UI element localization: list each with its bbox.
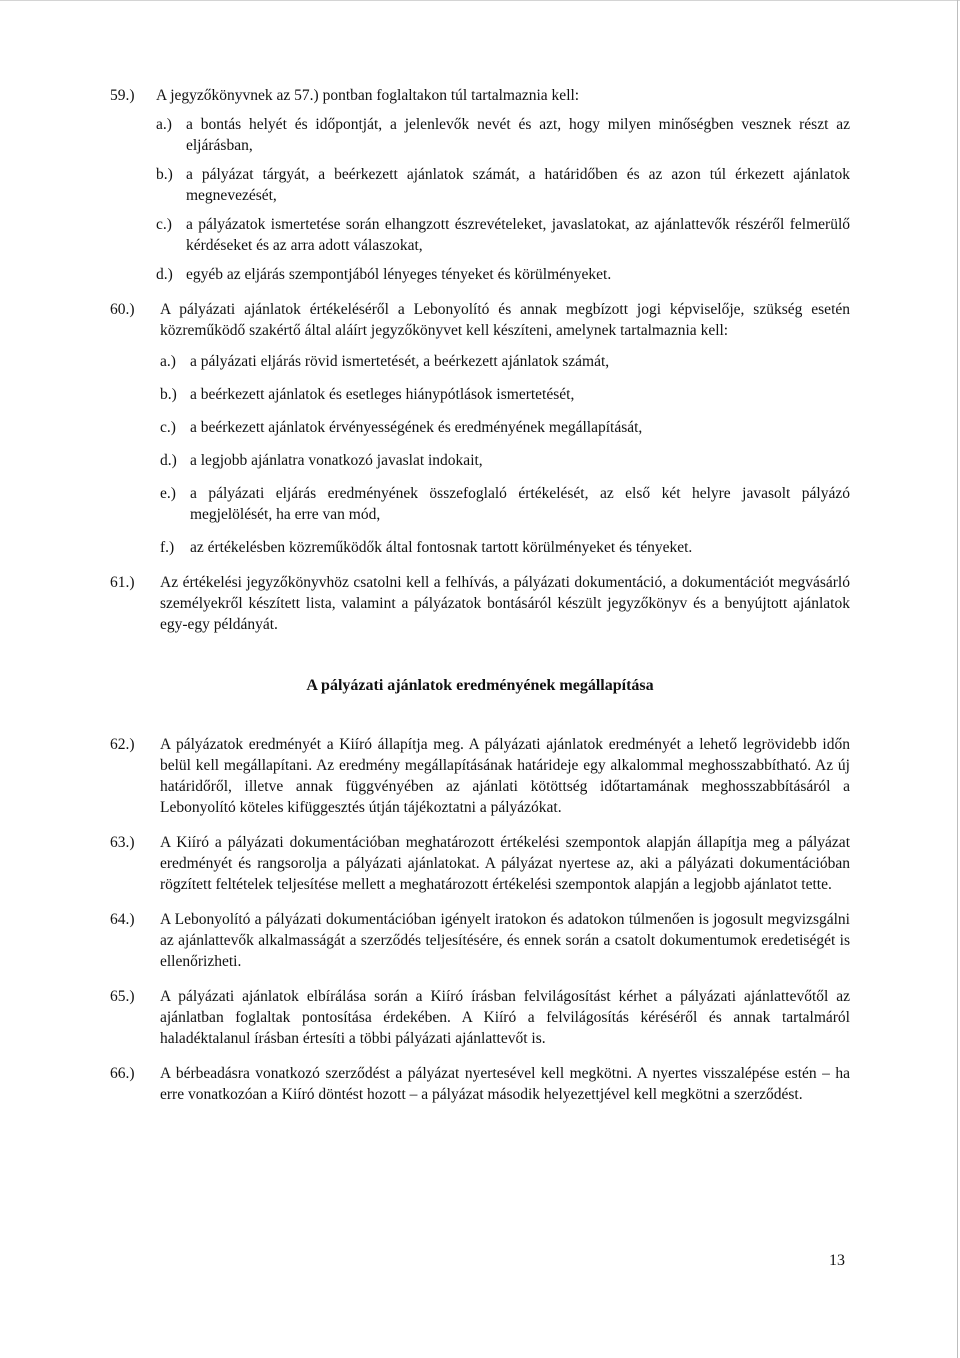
sub-item-text: a legjobb ajánlatra vonatkozó javaslat indokait, [190, 452, 483, 469]
paragraph-number: 66.) [110, 1065, 135, 1082]
sub-item-letter: e.) [160, 485, 176, 502]
paragraph-60 [110, 299, 850, 558]
paragraph-text: A pályázatok eredményét a Kiíró állapítja meg. A pályázati ajánlatok eredményét a lehető legrövidebb időn belül kell megállapítani. Az eredmény megállapításának határideje egy alkalommal meghosszabbítható. Az új határidőről, illetve annak függvényében az ajánlati kötöttség időtartamának meghosszabbításáról a Lebonyolító köteles kifüggesztés útján tájékoztatni a pályázókat. [160, 736, 850, 816]
paragraph-number: 64.) [110, 911, 135, 928]
sub-item-letter: a.) [156, 116, 172, 133]
paragraph-64 [110, 909, 850, 972]
paragraph-text: A Kiíró a pályázati dokumentációban meghatározott értékelési szempontok alapján állapítja meg a pályázat eredményét és rangsorolja a pályázati ajánlatokat. A pályázat nyertese az, aki a pályázati dokumentációban rögzített feltételek teljesítése mellett a meghatározott értékelési szempontok alapján a legjobb ajánlatot tette. [160, 834, 850, 893]
paragraph-text: A Lebonyolító a pályázati dokumentációban igényelt iratokon és adatokon túlmenően is jogosult megvizsgálni az ajánlattevők alkalmasságát a szerződés teljesítésére, és ennek során a csatolt dokumentumok eredetiségét is ellenőrizheti. [160, 911, 850, 970]
paragraph-text: Az értékelési jegyzőkönyvhöz csatolni kell a felhívás, a pályázati dokumentáció, a dokumentációt megvásárló személyekről készített lista, valamint a pályázatok bontásáról készült jegyzőkönyv és a benyújtott ajánlatok egy-egy példányát. [160, 574, 850, 633]
sub-item-text: a pályázati eljárás rövid ismertetését, a beérkezett ajánlatok számát, [190, 353, 610, 370]
sub-item [156, 214, 850, 256]
sub-item-text: egyéb az eljárás szempontjából lényeges tényeket és körülményeket. [186, 266, 612, 283]
sub-item-text: a beérkezett ajánlatok és esetleges hiánypótlások ismertetését, [190, 386, 575, 403]
sub-item-letter: d.) [156, 266, 173, 283]
paragraph-number: 63.) [110, 834, 135, 851]
sub-item-text: az értékelésben közreműködők által fontosnak tartott körülményeket és tényeket. [190, 539, 693, 556]
sub-item-letter: a.) [160, 353, 176, 370]
paragraph-65 [110, 986, 850, 1049]
sub-item-letter: b.) [156, 166, 173, 183]
paragraph-63 [110, 832, 850, 895]
sub-item [160, 384, 850, 405]
paragraph-number: 60.) [110, 301, 135, 318]
sub-item-letter: f.) [160, 539, 175, 556]
sub-item-letter: b.) [160, 386, 177, 403]
sub-list [160, 351, 850, 558]
sub-item [156, 264, 850, 285]
section-heading: A pályázati ajánlatok eredményének megállapítása [306, 677, 654, 694]
sub-list [156, 114, 850, 285]
sub-item [160, 537, 850, 558]
paragraph-62 [110, 734, 850, 818]
paragraph-59 [110, 85, 850, 285]
sub-item-text: a bontás helyét és időpontját, a jelenlevők nevét és azt, hogy milyen minőségben vesznek részt az eljárásban, [186, 116, 850, 154]
sub-item-text: a pályázatok ismertetése során elhangzott észrevételeket, javaslatokat, az ajánlattevők részéről felmerülő kérdéseket és az arra adott válaszokat, [186, 216, 850, 254]
sub-item-text: a beérkezett ajánlatok érvényességének és eredményének megállapítását, [190, 419, 643, 436]
paragraph-text: A pályázati ajánlatok elbírálása során a Kiíró írásban felvilágosítást kérhet a pályázati ajánlattevőtől az ajánlatban foglaltak pontosítása érdekében. A Kiíró a felvilágosítás kéréséről és annak tartalmáról haladéktalanul írásban értesíti a többi pályázati ajánlattevőt is. [160, 988, 850, 1047]
sub-item [160, 351, 850, 372]
sub-item [160, 450, 850, 471]
document-body [110, 85, 850, 1119]
paragraph-text: A bérbeadásra vonatkozó szerződést a pályázat nyertesével kell megkötni. A nyertes visszalépése estén – ha erre vonatkozóan a Kiíró döntést hozott – a pályázat második helyezettjével kell megkötni a szerződést. [160, 1065, 850, 1103]
sub-item-letter: d.) [160, 452, 177, 469]
sub-item [156, 114, 850, 156]
sub-item [160, 417, 850, 438]
paragraph-number: 62.) [110, 736, 135, 753]
paragraph-66 [110, 1063, 850, 1105]
paragraph-number: 59.) [110, 87, 135, 104]
sub-item-letter: c.) [156, 216, 172, 233]
paragraph-text: A jegyzőkönyvnek az 57.) pontban foglaltakon túl tartalmaznia kell: [156, 87, 580, 104]
paragraph-number: 65.) [110, 988, 135, 1005]
sub-item-letter: c.) [160, 419, 176, 436]
paragraph-number: 61.) [110, 574, 135, 591]
scan-edge-top [0, 0, 960, 1]
paragraph-text: A pályázati ajánlatok értékeléséről a Lebonyolító és annak megbízott jogi képviselője, szükség esetén közreműködő szakértő által aláírt jegyzőkönyvet kell készíteni, amelynek tartalmaznia kell: [160, 301, 850, 339]
sub-item [160, 483, 850, 525]
paragraph-61 [110, 572, 850, 635]
sub-item-text: a pályázat tárgyát, a beérkezett ajánlatok számát, a határidőben és az azon túl érkezett ajánlatok megnevezését, [186, 166, 850, 204]
sub-item [156, 164, 850, 206]
page-number: 13 [829, 1252, 845, 1269]
scan-edge-right [957, 0, 958, 1358]
sub-item-text: a pályázati eljárás eredményének összefoglaló értékelését, az első két helyre javasolt pályázó megjelölését, ha erre van mód, [190, 485, 850, 523]
